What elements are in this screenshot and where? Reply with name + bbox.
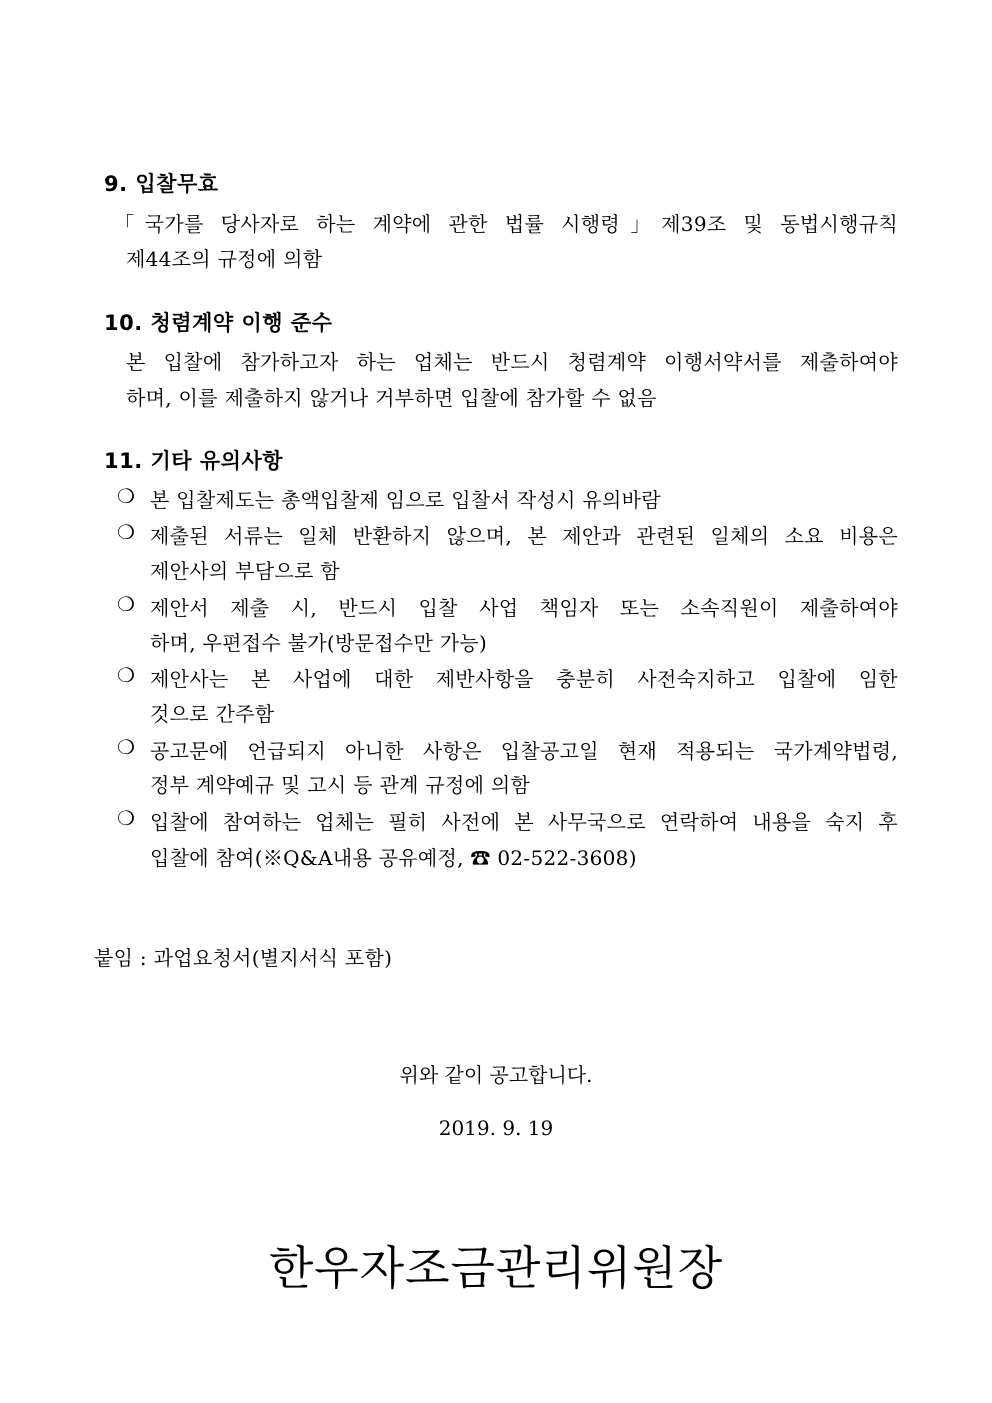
notice-item-2-line-2: 제안사의 부담으로 함 — [150, 559, 340, 583]
bullet-circle-icon: ❍ — [117, 663, 135, 687]
notice-item-1-line-1: 본 입찰제도는 총액입찰제 임으로 입찰서 작성시 유의바람 — [150, 488, 661, 512]
section-10-title: 10. 청렴계약 이행 준수 — [104, 311, 333, 335]
attachment-note: 붙임 : 과업요청서(별지서식 포함) — [94, 946, 393, 970]
notice-item-3-line-2: 하며, 우편접수 불가(방문접수만 가능) — [150, 631, 488, 655]
notice-item-5-line-2: 정부 계약예규 및 고시 등 관계 규정에 의함 — [150, 773, 531, 797]
notice-item-4-line-1: 제안사는 본 사업에 대한 제반사항을 충분히 사전숙지하고 입찰에 임한 — [150, 667, 898, 691]
notice-item-2-line-1: 제출된 서류는 일체 반환하지 않으며, 본 제안과 관련된 일체의 소요 비용은 — [150, 524, 898, 548]
notice-item-4-line-2: 것으로 간주함 — [150, 702, 275, 726]
section-9-line-1: 「국가를 당사자로 하는 계약에 관한 법률 시행령」제39조 및 동법시행규칙 — [114, 212, 898, 236]
issuer-name: 한우자조금관리위원장 — [268, 1241, 724, 1295]
bullet-circle-icon: ❍ — [117, 806, 135, 830]
notice-item-6-line-1: 입찰에 참여하는 업체는 필히 사전에 본 사무국으로 연락하여 내용을 숙지 후 — [150, 810, 898, 834]
section-11-title: 11. 기타 유의사항 — [104, 449, 284, 473]
notice-item-5-line-1: 공고문에 언급되지 아니한 사항은 입찰공고일 현재 적용되는 국가계약법령, — [150, 739, 898, 763]
bullet-circle-icon: ❍ — [117, 592, 135, 616]
closing-statement: 위와 같이 공고합니다. — [399, 1063, 593, 1087]
section-10-line-2: 하며, 이를 제출하지 않거나 거부하면 입찰에 참가할 수 없음 — [126, 386, 657, 410]
notice-item-3-line-1: 제안서 제출 시, 반드시 입찰 사업 책임자 또는 소속직원이 제출하여야 — [150, 596, 898, 620]
bullet-circle-icon: ❍ — [117, 735, 135, 759]
bullet-circle-icon: ❍ — [117, 484, 135, 508]
section-9-title: 9. 입찰무효 — [104, 172, 219, 196]
section-10-line-1: 본 입찰에 참가하고자 하는 업체는 반드시 청렴계약 이행서약서를 제출하여야 — [126, 350, 898, 374]
notice-item-6-line-2: 입찰에 참여(※Q&A내용 공유예정, ☎ 02-522-3608) — [150, 846, 637, 870]
bullet-circle-icon: ❍ — [117, 520, 135, 544]
announcement-date: 2019. 9. 19 — [438, 1116, 554, 1140]
section-9-line-2: 제44조의 규정에 의함 — [126, 247, 323, 271]
